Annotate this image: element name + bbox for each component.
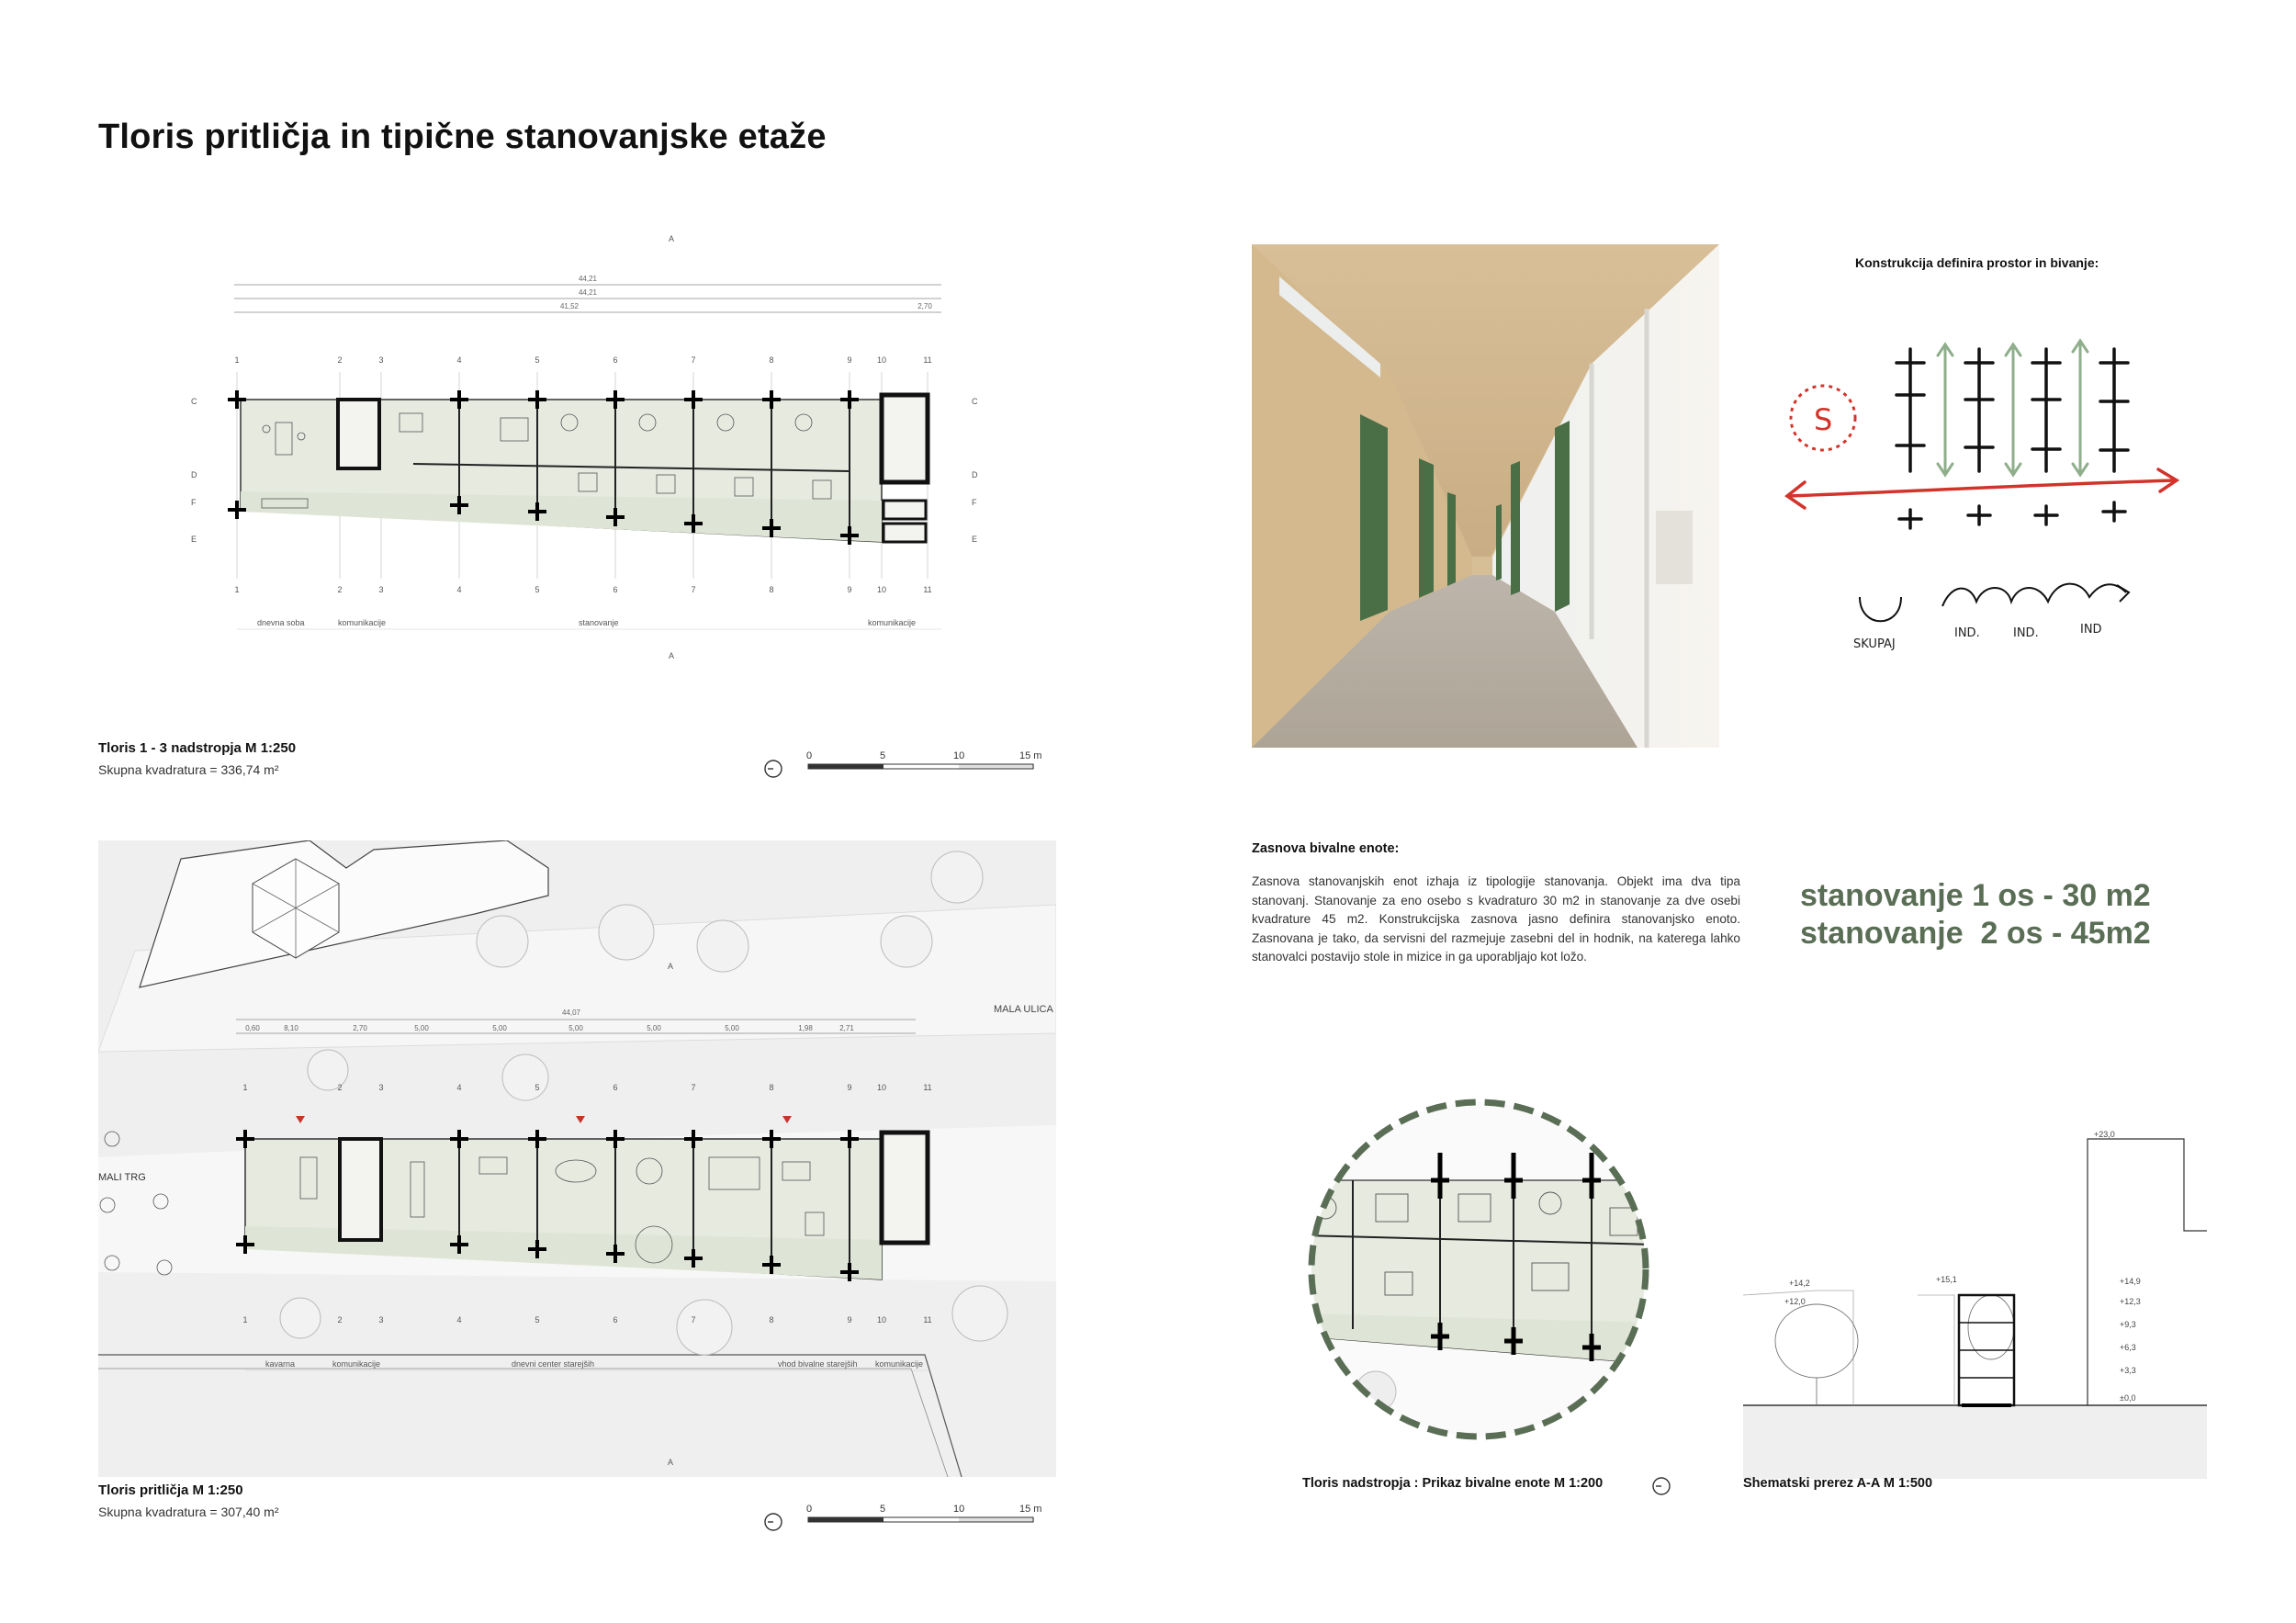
svg-text:8: 8 (769, 1083, 774, 1092)
square-label: MALI TRG (98, 1172, 146, 1183)
grid-number: 1 (234, 355, 240, 365)
level-label: +14,9 (2120, 1277, 2141, 1286)
level-label: +6,3 (2120, 1343, 2136, 1352)
level-label: +3,3 (2120, 1366, 2136, 1375)
svg-text:3: 3 (378, 355, 384, 365)
upper-floor-plan (138, 225, 1056, 661)
svg-text:8: 8 (769, 1315, 774, 1324)
svg-text:C: C (972, 397, 978, 406)
svg-text:2: 2 (337, 1083, 343, 1092)
level-label: +9,3 (2120, 1320, 2136, 1329)
svg-text:5: 5 (535, 1083, 540, 1092)
svg-text:2: 2 (337, 585, 343, 594)
svg-text:2,70: 2,70 (917, 302, 932, 310)
svg-text:10: 10 (876, 585, 887, 594)
level-label: +15,1 (1936, 1275, 1957, 1284)
svg-text:4: 4 (456, 1083, 462, 1092)
svg-text:7: 7 (691, 585, 696, 594)
svg-text:8: 8 (769, 585, 774, 594)
svg-text:11: 11 (923, 1315, 932, 1324)
svg-text:11: 11 (923, 1083, 932, 1092)
svg-text:vhod bivalne starejših: vhod bivalne starejših (778, 1359, 858, 1369)
svg-text:4: 4 (456, 355, 462, 365)
svg-text:1: 1 (234, 585, 240, 594)
ground-floor-plan (98, 840, 1056, 1477)
scale-bar (762, 1499, 1056, 1540)
scale-bar (762, 746, 1056, 787)
svg-text:9: 9 (847, 355, 852, 365)
section-caption: Shematski prerez A-A M 1:500 (1743, 1476, 1933, 1491)
concept-heading: Zasnova bivalne enote: (1252, 841, 1400, 856)
upper-plan-caption: Tloris 1 - 3 nadstropja M 1:250 (98, 740, 297, 756)
svg-text:2,71: 2,71 (839, 1024, 854, 1032)
zone-label: stanovanje (579, 618, 619, 627)
detail-caption: Tloris nadstropja : Prikaz bivalne enote M 1:200 (1302, 1476, 1604, 1491)
sketch-label: IND. (2013, 626, 2039, 640)
section-mark: A (669, 234, 675, 243)
svg-text:0: 0 (806, 1504, 813, 1515)
svg-text:3: 3 (378, 1083, 384, 1092)
svg-text:1: 1 (242, 1315, 248, 1324)
svg-text:C: C (191, 397, 197, 406)
svg-text:D: D (191, 470, 197, 479)
svg-text:7: 7 (691, 1315, 696, 1324)
level-label: +14,2 (1789, 1279, 1810, 1288)
north-arrow-icon (1650, 1475, 1672, 1497)
svg-text:E: E (191, 535, 197, 544)
sketch-label: IND (2080, 623, 2102, 637)
svg-text:F: F (972, 498, 977, 507)
zone-label: komunikacije (868, 618, 917, 627)
svg-text:3: 3 (378, 585, 384, 594)
level-label: ±0,0 (2120, 1393, 2136, 1403)
svg-text:8: 8 (769, 355, 774, 365)
svg-text:0,60: 0,60 (245, 1024, 260, 1032)
svg-text:6: 6 (613, 585, 618, 594)
svg-text:komunikacije: komunikacije (875, 1359, 924, 1369)
svg-text:D: D (972, 470, 978, 479)
svg-text:11: 11 (923, 585, 932, 594)
svg-text:11: 11 (923, 355, 932, 365)
zone-label: komunikacije (338, 618, 387, 627)
ground-plan-caption: Tloris pritličja M 1:250 (98, 1482, 243, 1498)
svg-text:5: 5 (880, 750, 886, 761)
svg-text:2,70: 2,70 (353, 1024, 367, 1032)
corridor-render (1252, 244, 1719, 748)
sketch-heading: Konstrukcija definira prostor in bivanje: (1855, 255, 2099, 270)
svg-text:1: 1 (242, 1083, 248, 1092)
street-label: MALA ULICA (994, 1004, 1053, 1015)
svg-text:6: 6 (613, 1083, 618, 1092)
svg-text:5,00: 5,00 (647, 1024, 661, 1032)
svg-text:A: A (668, 962, 674, 971)
ground-plan-area: Skupna kvadratura = 307,40 m² (98, 1505, 279, 1519)
level-label: +12,3 (2120, 1297, 2141, 1306)
svg-text:9: 9 (847, 1315, 852, 1324)
page-title: Tloris pritličja in tipične stanovanjske etaže (98, 118, 827, 156)
svg-text:dnevni center starejših: dnevni center starejših (512, 1359, 595, 1369)
svg-text:7: 7 (691, 355, 696, 365)
svg-text:0: 0 (806, 750, 813, 761)
svg-text:4: 4 (456, 585, 462, 594)
level-label: +23,0 (2094, 1130, 2115, 1139)
svg-text:5: 5 (880, 1504, 886, 1515)
svg-text:2: 2 (337, 1315, 343, 1324)
section-mark: A (669, 651, 675, 660)
svg-text:41,52: 41,52 (559, 302, 580, 310)
svg-text:9: 9 (847, 585, 852, 594)
schematic-section (1743, 1130, 2212, 1479)
svg-text:44,07: 44,07 (561, 1009, 581, 1017)
svg-text:15 m: 15 m (1019, 750, 1042, 761)
unit-highlight-1: stanovanje 1 os - 30 m2 (1800, 878, 2151, 913)
svg-text:5,00: 5,00 (725, 1024, 739, 1032)
svg-text:6: 6 (613, 355, 618, 365)
svg-text:A: A (668, 1458, 674, 1467)
sketch-label: IND. (1954, 626, 1980, 640)
unit-detail-plan (1302, 1088, 1656, 1451)
svg-text:4: 4 (456, 1315, 462, 1324)
svg-text:E: E (972, 535, 978, 544)
svg-text:5: 5 (535, 355, 540, 365)
svg-text:44,21: 44,21 (578, 275, 598, 283)
svg-text:10: 10 (876, 1083, 887, 1092)
upper-plan-area: Skupna kvadratura = 336,74 m² (98, 762, 279, 777)
svg-text:5: 5 (535, 1315, 540, 1324)
svg-text:10: 10 (953, 750, 965, 761)
concept-paragraph: Zasnova stanovanjskih enot izhaja iz tipologije stanovanja. Objekt ima dva tipa stanovanj. Stanovanje za eno osebo s kvadraturo 30 m2 in stanovanje za dve osebi kvadrature 45 m2. Konstrukcijska zasnova jasno definira stanovanjsko enoto. Zasnovana je tako, da servisni del razmejuje zasebni del in hodnik, na katerega lahko stanovalci postavijo stole in mizice in ga uporabljajo kot ložo. (1252, 874, 1740, 964)
sketch-label: SKUPAJ (1853, 637, 1896, 651)
svg-text:7: 7 (691, 1083, 696, 1092)
svg-text:2: 2 (337, 355, 343, 365)
svg-text:kavarna: kavarna (265, 1359, 296, 1369)
svg-text:komunikacije: komunikacije (332, 1359, 381, 1369)
sketch-letter: S (1814, 402, 1833, 437)
svg-text:10: 10 (876, 1315, 887, 1324)
svg-text:3: 3 (378, 1315, 384, 1324)
svg-text:8,10: 8,10 (284, 1024, 298, 1032)
svg-text:5,00: 5,00 (414, 1024, 429, 1032)
svg-text:10: 10 (876, 355, 887, 365)
structure-sketch (1773, 335, 2213, 666)
svg-text:44,21: 44,21 (578, 288, 598, 297)
zone-label: dnevna soba (257, 618, 305, 627)
svg-text:5,00: 5,00 (492, 1024, 507, 1032)
svg-text:5,00: 5,00 (568, 1024, 583, 1032)
unit-highlight-2: stanovanje 2 os - 45m2 (1800, 916, 2151, 951)
svg-text:10: 10 (953, 1504, 965, 1515)
svg-text:1,98: 1,98 (798, 1024, 813, 1032)
svg-text:6: 6 (613, 1315, 618, 1324)
svg-text:9: 9 (847, 1083, 852, 1092)
svg-text:5: 5 (535, 585, 540, 594)
svg-text:F: F (191, 498, 197, 507)
level-label: +12,0 (1784, 1297, 1806, 1306)
svg-text:15 m: 15 m (1019, 1504, 1042, 1515)
